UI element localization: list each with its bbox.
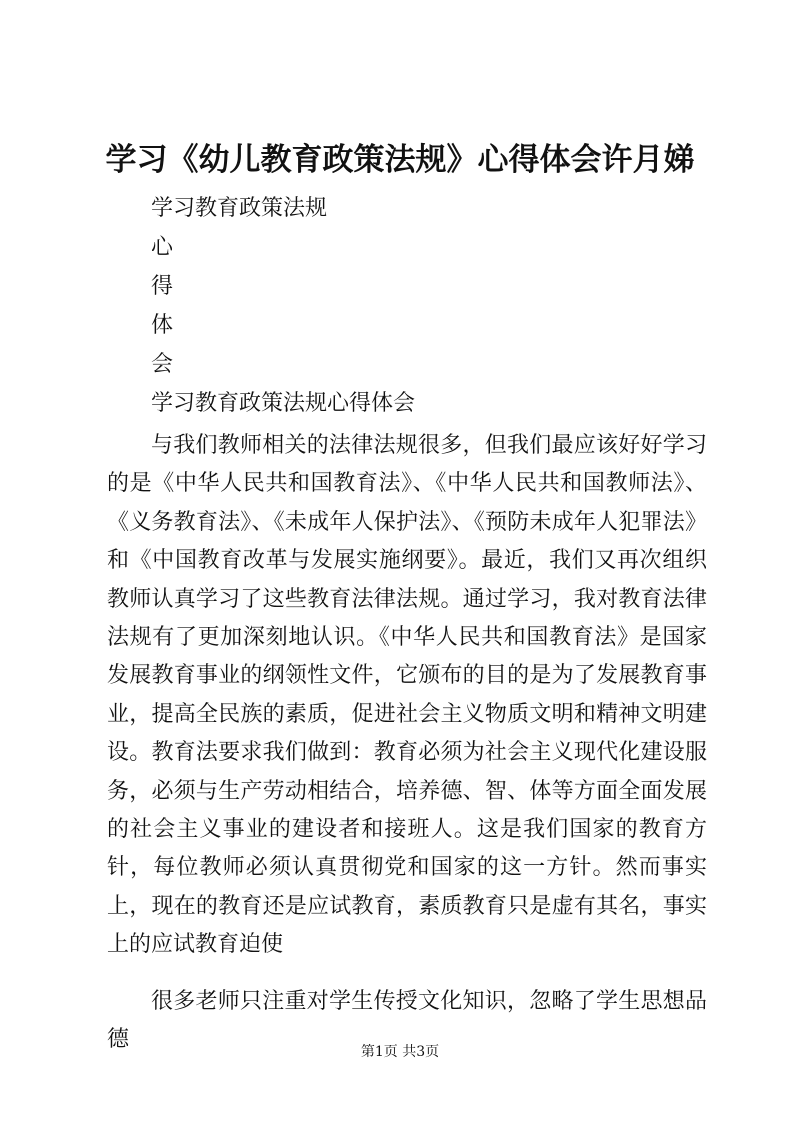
heading-line: 学习教育政策法规 (151, 196, 328, 221)
document-body (107, 427, 707, 1060)
body-paragraph: 很多老师只注重对学生传授文化知识，忽略了学生思想品德 (107, 988, 707, 1053)
page-footer: 第1页 共3页 (360, 1044, 440, 1060)
heading-line: 得 (151, 274, 174, 299)
heading-line: 会 (151, 352, 174, 377)
heading-line: 学习教育政策法规心得体会 (151, 391, 416, 416)
heading-line: 心 (151, 235, 174, 260)
body-paragraph: 与我们教师相关的法律法规很多，但我们最应该好好学习的是《中华人民共和国教育法》、《中华人民共和国教师法》、《义务教育法》、《未成年人保护法》、《预防未成年人犯罪法》和《中国教育改革与发展实施纲要》。最近，我们又再次组织教师认真学习了这些教育法律法规。通过学习，我对教育法律法规有了更加深刻地认识。《中华人民共和国教育法》是国家发展教育事业的纲领性文件，它颁布的目的是为了发展教育事业，提高全民族的素质，促进社会主义物质文明和精神文明建设。教育法要求我们做到：教育必须为社会主义现代化建设服务，必须与生产劳动相结合，培养德、智、体等方面全面发展的社会主义事业的建设者和接班人。这是我们国家的教育方针，每位教师必须认真贯彻党和国家的这一方针。然而事实上，现在的教育还是应试教育，素质教育只是虚有其名，事实上的应试教育迫使 (107, 433, 707, 958)
heading-line: 体 (151, 313, 174, 338)
document-title: 学习《幼儿教育政策法规》心得体会许月娣 (105, 142, 695, 178)
